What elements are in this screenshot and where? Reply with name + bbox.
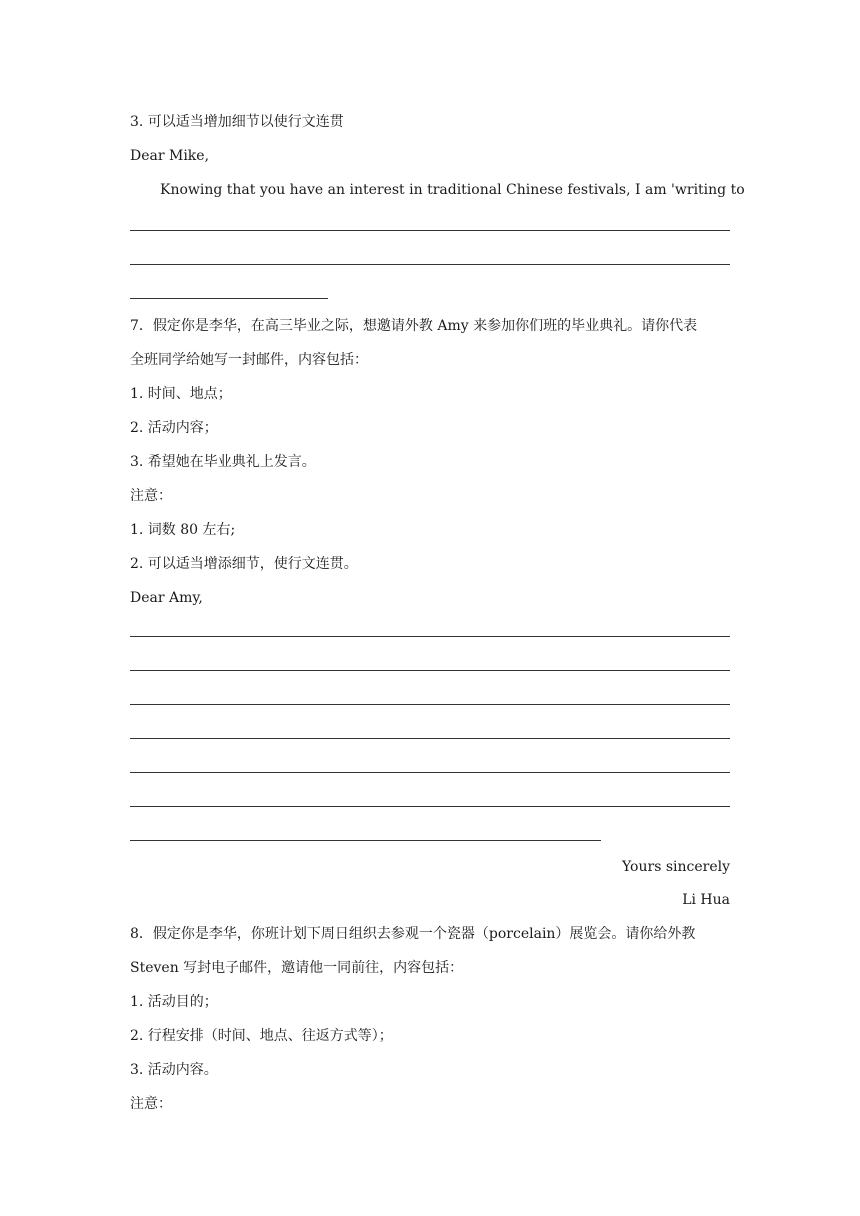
- q8-content-item-1: 1. 活动目的；: [130, 994, 218, 1010]
- q7-prompt-line-1: 7．假定你是李华，在高三毕业之际，想邀请外教 Amy 来参加你们班的毕业典礼。请你代表: [130, 318, 698, 334]
- note-item-3: 3. 可以适当增加细节以使行文连贯: [130, 114, 344, 130]
- answer-line[interactable]: [130, 806, 730, 807]
- q8-notes-label: 注意：: [130, 1096, 172, 1112]
- q7-content-item-3: 3. 希望她在毕业典礼上发言。: [130, 454, 316, 470]
- q7-content-item-2: 2. 活动内容；: [130, 420, 218, 436]
- answer-line[interactable]: [130, 230, 730, 231]
- answer-line[interactable]: [130, 772, 730, 773]
- letter-closing: Yours sincerely: [622, 859, 730, 875]
- answer-line[interactable]: [130, 264, 730, 265]
- answer-line[interactable]: [130, 670, 730, 671]
- answer-line-short[interactable]: [130, 298, 328, 299]
- letter-greeting-mike: Dear Mike,: [130, 148, 210, 164]
- answer-line[interactable]: [130, 704, 730, 705]
- q7-note-2: 2. 可以适当增添细节，使行文连贯。: [130, 556, 358, 572]
- letter-opening-line: Knowing that you have an interest in traditional Chinese festivals, I am 'writing to: [160, 182, 745, 198]
- q8-prompt-line-2: Steven 写封电子邮件，邀请他一同前往，内容包括：: [130, 960, 464, 976]
- letter-greeting-amy: Dear Amy,: [130, 590, 203, 606]
- letter-signature: Li Hua: [682, 892, 730, 908]
- q7-prompt-line-2: 全班同学给她写一封邮件，内容包括：: [130, 352, 368, 368]
- q8-content-item-2: 2. 行程安排（时间、地点、往返方式等）；: [130, 1028, 393, 1044]
- q7-content-item-1: 1. 时间、地点；: [130, 386, 232, 402]
- q8-prompt-line-1: 8．假定你是李华，你班计划下周日组织去参观一个瓷器（porcelain）展览会。请你给外教: [130, 926, 696, 942]
- answer-line-short[interactable]: [130, 840, 601, 841]
- answer-line[interactable]: [130, 636, 730, 637]
- q8-content-item-3: 3. 活动内容。: [130, 1062, 218, 1078]
- q7-note-1: 1. 词数 80 左右;: [130, 522, 236, 538]
- q7-notes-label: 注意：: [130, 488, 172, 504]
- answer-line[interactable]: [130, 738, 730, 739]
